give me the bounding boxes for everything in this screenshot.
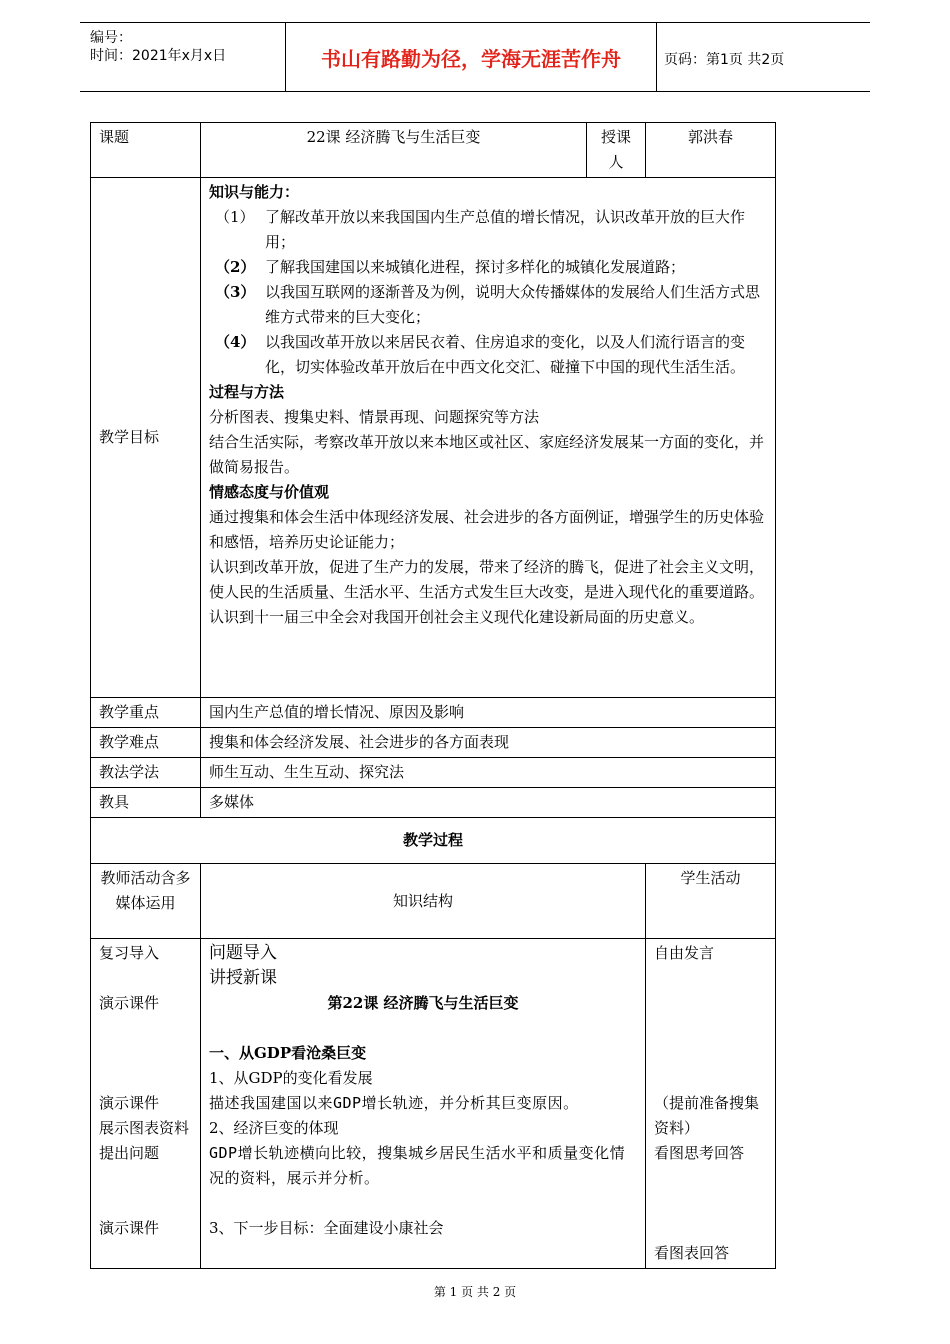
key-row xyxy=(91,698,776,728)
goal-item-text: 了解改革开放以来我国国内生产总值的增长情况，认识改革开放的巨大作用； xyxy=(265,208,746,251)
goal-item-number: （3） xyxy=(215,283,256,301)
goals-heading-knowledge: 知识与能力： xyxy=(209,183,300,201)
student-activities xyxy=(646,939,776,1269)
goals-heading-attitude: 情感态度与价值观 xyxy=(209,483,330,501)
student-activity: 看图思考回答 xyxy=(654,1144,745,1162)
col-header-knowledge: 知识结构 xyxy=(201,864,646,939)
goals-row xyxy=(91,178,776,698)
goals-heading-process: 过程与方法 xyxy=(209,383,285,401)
goal-item xyxy=(209,255,767,280)
teacher-activity: 演示课件 xyxy=(99,1219,160,1237)
teacher-activity: 复习导入 xyxy=(99,944,160,962)
page-footer: 第 1 页 共 2 页 xyxy=(433,1285,517,1299)
knowledge-line: 讲授新课 xyxy=(209,968,277,988)
section-heading: 一、从GDP看沧桑巨变 xyxy=(209,1044,367,1062)
goal-item-number: （2） xyxy=(215,258,256,276)
attitude-text-2: 认识到改革开放，促进了生产力的发展，带来了经济的腾飞，促进了社会主义文明，使人民的生活质量、生活水平、生活方式发生巨大改变，是进入现代化的重要道路。 xyxy=(209,558,765,601)
goal-item xyxy=(209,330,767,380)
header-meta xyxy=(90,29,226,65)
header-number: 编号： xyxy=(90,30,132,46)
goals-content xyxy=(201,178,776,698)
difficulty-label: 教学难点 xyxy=(91,728,201,758)
process-title-row xyxy=(91,818,776,864)
description: 描述我国建国以来GDP增长轨迹，并分析其巨变原因。 xyxy=(209,1094,579,1112)
attitude-text-1: 通过搜集和体会生活中体现经济发展、社会进步的各方面例证，增强学生的历史体验和感悟，培养历史论证能力； xyxy=(209,508,765,551)
method-label: 教法学法 xyxy=(91,758,201,788)
goal-item-text: 以我国改革开放以来居民衣着、住房追求的变化，以及人们流行语言的变化，切实体验改革开放后在中西文化交汇、碰撞下中国的现代生活生活。 xyxy=(265,333,746,376)
topic-label: 课题 xyxy=(91,123,201,178)
page-header xyxy=(80,22,870,92)
teacher-value: 郭洪春 xyxy=(646,123,776,178)
knowledge-line: 问题导入 xyxy=(209,943,277,963)
goal-item-number: （4） xyxy=(215,333,256,351)
process-content-row xyxy=(91,939,776,1269)
header-page: 页码：第1页 共2页 xyxy=(664,52,785,68)
process-title: 教学过程 xyxy=(91,818,776,864)
goal-item xyxy=(209,205,767,255)
tools-label: 教具 xyxy=(91,788,201,818)
subsection: 3、下一步目标：全面建设小康社会 xyxy=(209,1219,444,1237)
process-text-1: 分析图表、搜集史料、情景再现、问题探究等方法 xyxy=(209,408,540,426)
key-value: 国内生产总值的增长情况、原因及影响 xyxy=(201,698,776,728)
goal-item-text: 以我国互联网的逐渐普及为例，说明大众传播媒体的发展给人们生活方式思维方式带来的巨大变化； xyxy=(265,283,761,326)
col-header-student: 学生活动 xyxy=(646,864,776,939)
goal-item-number: （1） xyxy=(215,208,255,226)
knowledge-structure xyxy=(201,939,646,1269)
subsection: 1、从GDP的变化看发展 xyxy=(209,1069,373,1087)
difficulty-value: 搜集和体会经济发展、社会进步的各方面表现 xyxy=(201,728,776,758)
description: GDP增长轨迹横向比较，搜集城乡居民生活水平和质量变化情况的资料，展示并分析。 xyxy=(209,1144,626,1187)
goals-label: 教学目标 xyxy=(91,178,201,698)
teacher-activity: 提出问题 xyxy=(99,1144,160,1162)
key-label: 教学重点 xyxy=(91,698,201,728)
student-activity: （提前准备搜集资料） xyxy=(654,1094,760,1137)
subsection: 2、经济巨变的体现 xyxy=(209,1119,339,1137)
process-text-2: 结合生活实际，考察改革开放以来本地区或社区、家庭经济发展某一方面的变化，并做简易报告。 xyxy=(209,433,765,476)
teacher-label: 授课人 xyxy=(587,123,646,178)
student-activity: 自由发言 xyxy=(654,944,715,962)
method-value: 师生互动、生生互动、探究法 xyxy=(201,758,776,788)
teacher-activities xyxy=(91,939,201,1269)
process-header-row xyxy=(91,864,776,939)
attitude-text-3: 认识到十一届三中全会对我国开创社会主义现代化建设新局面的历史意义。 xyxy=(209,608,705,626)
lesson-plan-table xyxy=(90,122,776,1269)
teacher-activity: 展示图表资料 xyxy=(99,1119,190,1137)
student-activity: 看图表回答 xyxy=(654,1244,730,1262)
col-header-teacher: 教师活动含多媒体运用 xyxy=(91,864,201,939)
teacher-activity: 演示课件 xyxy=(99,994,160,1012)
goal-item-text: 了解我国建国以来城镇化进程，探讨多样化的城镇化发展道路； xyxy=(265,258,686,276)
tools-row xyxy=(91,788,776,818)
topic-row xyxy=(91,123,776,178)
method-row xyxy=(91,758,776,788)
lesson-title: 第22课 经济腾飞与生活巨变 xyxy=(327,994,519,1012)
topic-value: 22课 经济腾飞与生活巨变 xyxy=(201,123,587,178)
tools-value: 多媒体 xyxy=(201,788,776,818)
teacher-activity: 演示课件 xyxy=(99,1094,160,1112)
difficulty-row xyxy=(91,728,776,758)
goal-item xyxy=(209,280,767,330)
header-motto: 书山有路勤为径，学海无涯苦作舟 xyxy=(285,23,657,91)
header-time: 时间：2021年x月x日 xyxy=(90,48,227,64)
